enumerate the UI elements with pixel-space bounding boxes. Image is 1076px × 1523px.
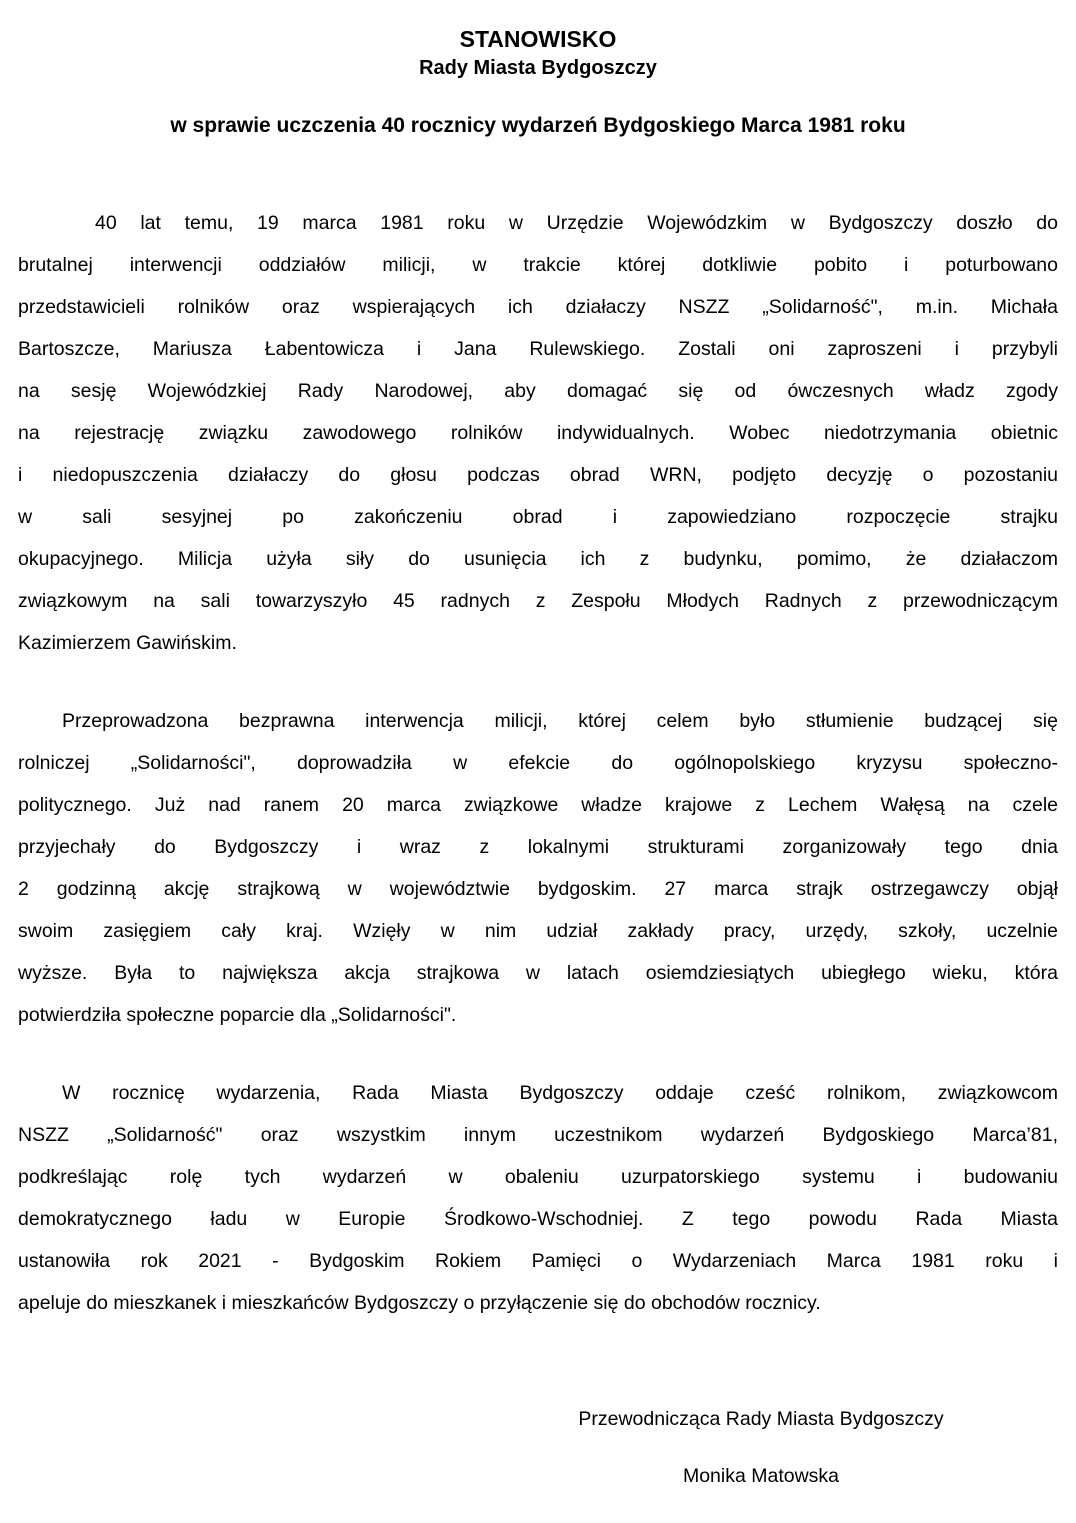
paragraph-line: okupacyjnego. Milicja użyła siły do usunięcia ich z budynku, pomimo, że działaczom (18, 548, 1058, 570)
paragraph-line: apeluje do mieszkanek i mieszkańców Bydgoszczy o przyłączenie się do obchodów rocznicy. (18, 1292, 821, 1314)
paragraph-line: Bartoszcze, Mariusza Łabentowicza i Jana Rulewskiego. Zostali oni zaproszeni i przybyli (18, 338, 1058, 360)
paragraph-line: przedstawicieli rolników oraz wspierających ich działaczy NSZZ „Solidarność", m.in. Michała (18, 296, 1058, 318)
paragraph-line: potwierdziła społeczne poparcie dla „Solidarności". (18, 1004, 457, 1026)
paragraph-line: demokratycznego ładu w Europie Środkowo-Wschodniej. Z tego powodu Rada Miasta (18, 1208, 1058, 1230)
paragraph (18, 1072, 1058, 1324)
document-organization: Rady Miasta Bydgoszczy (419, 57, 657, 79)
paragraph-line: politycznego. Już nad ranem 20 marca związkowe władze krajowe z Lechem Wałęsą na czele (18, 794, 1058, 816)
paragraph-line: rolniczej „Solidarności", doprowadziła w efekcie do ogólnopolskiego kryzysu społeczno- (18, 752, 1058, 774)
paragraph-line: Kazimierzem Gawińskim. (18, 632, 237, 654)
paragraph-line: i niedopuszczenia działaczy do głosu podczas obrad WRN, podjęto decyzję o pozostaniu (18, 464, 1058, 486)
paragraph-line: brutalnej interwencji oddziałów milicji, w trakcie której dotkliwie pobito i poturbowano (18, 254, 1058, 276)
paragraph-line: w sali sesyjnej po zakończeniu obrad i zapowiedziano rozpoczęcie strajku (18, 506, 1058, 528)
paragraph-line: W rocznicę wydarzenia, Rada Miasta Bydgoszczy oddaje cześć rolnikom, związkowcom (62, 1082, 1058, 1104)
document-title: STANOWISKO (459, 26, 617, 52)
document-body (18, 202, 1058, 1324)
paragraph (18, 202, 1058, 664)
document-subject: w sprawie uczczenia 40 rocznicy wydarzeń Bydgoskiego Marca 1981 roku (170, 114, 906, 137)
paragraph-line: 40 lat temu, 19 marca 1981 roku w Urzędzie Wojewódzkim w Bydgoszczy doszło do (95, 212, 1058, 234)
paragraph-line: swoim zasięgiem cały kraj. Wzięły w nim udział zakłady pracy, urzędy, szkoły, uczelnie (18, 920, 1058, 942)
paragraph-line: Przeprowadzona bezprawna interwencja milicji, której celem było stłumienie budzącej się (62, 710, 1058, 732)
paragraph-line: na rejestrację związku zawodowego rolników indywidualnych. Wobec niedotrzymania obietnic (18, 422, 1058, 444)
signature-role: Przewodnicząca Rady Miasta Bydgoszczy (578, 1408, 944, 1430)
paragraph-line: podkreślając rolę tych wydarzeń w obaleniu uzurpatorskiego systemu i budowaniu (18, 1166, 1058, 1188)
paragraph-line: NSZZ „Solidarność" oraz wszystkim innym uczestnikom wydarzeń Bydgoskiego Marca’81, (18, 1124, 1058, 1146)
paragraph-line: związkowym na sali towarzyszyło 45 radnych z Zespołu Młodych Radnych z przewodniczącym (18, 590, 1058, 612)
signature-name: Monika Matowska (682, 1465, 840, 1487)
signature-block (481, 1398, 1041, 1497)
paragraph-line: wyższe. Była to największa akcja strajkowa w latach osiemdziesiątych ubiegłego wieku, która (18, 962, 1058, 984)
paragraph-line: przyjechały do Bydgoszczy i wraz z lokalnymi strukturami zorganizowały tego dnia (18, 836, 1058, 858)
paragraph-line: 2 godzinną akcję strajkową w województwie bydgoskim. 27 marca strajk ostrzegawczy objął (18, 878, 1058, 900)
paragraph-line: ustanowiła rok 2021 - Bydgoskim Rokiem Pamięci o Wydarzeniach Marca 1981 roku i (18, 1250, 1058, 1272)
paragraph-line: na sesję Wojewódzkiej Rady Narodowej, aby domagać się od ówczesnych władz zgody (18, 380, 1058, 402)
paragraph (18, 700, 1058, 1036)
